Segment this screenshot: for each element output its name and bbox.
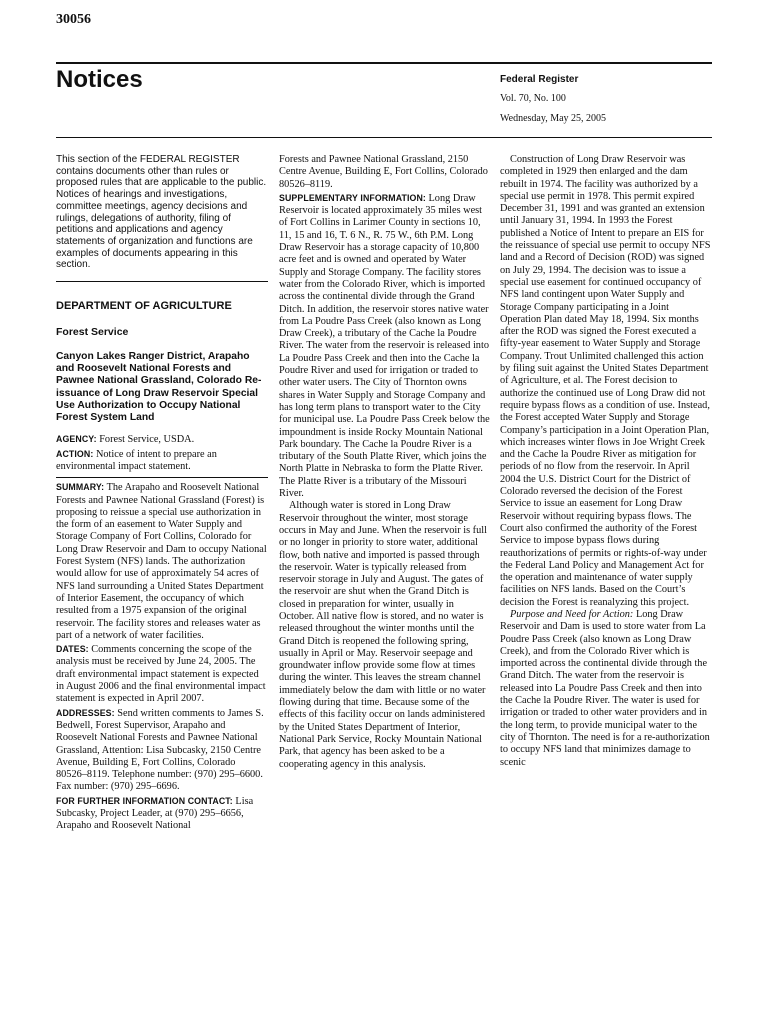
- supplementary-text: Long Draw Reservoir is located approximately 35 miles west of Fort Collins in Larimer County in sections 10, 11, 15 and 16, T. 6 N., R. 75 W., 6th P.M. Long Draw Reservoir has a storage capacity of 10,800 acre feet and is owned and operated by Water Supply and Storage Company. The facility stores water from the Colorado River, which is imported across the continental divide through the Grand Ditch. In addition, the reservoir stores native water from La Poudre Pass Creek (also known as Long Draw Creek), a tributary of the Cache la Poudre River. The water from the reservoir is released into La Poudre Pass Creek and then into the Cache la Poudre River and used for irrigation or traded to other water users. The City of Thornton owns shares in Water Supply and Storage Company and has long term plans to transport water to the City for municipal use. La Poudre Pass Creek below the impoundment is inside Rocky Mountain National Park boundary. The Cache la Poudre River is a tributary of the South Platte River, which joins the North Platte in Nebraska to form the Platte River. The Platte River is a tributary of the Missouri River.: [279, 192, 490, 500]
- column-2: [279, 154, 491, 771]
- addresses-label: ADDRESSES:: [56, 707, 115, 718]
- department-heading: DEPARTMENT OF AGRICULTURE: [56, 300, 232, 313]
- dates-label: DATES:: [56, 644, 89, 655]
- page-number: 30056: [56, 12, 91, 27]
- summary-paragraph: [56, 477, 268, 642]
- action-label: ACTION:: [56, 448, 94, 459]
- addresses-text: Send written comments to James S. Bedwell, Forest Supervisor, Arapaho and Roosevelt National Forests and Pawnee National Grassland, Attention: Lisa Subcasky, 2150 Centre Avenue, Building E, Fort Collins, Colorado 80526–8119. Telephone number: (970) 295–6600. Fax number: (970) 295–6696.: [56, 707, 264, 793]
- supplementary-paragraph: [279, 192, 491, 500]
- notice-title: Canyon Lakes Ranger District, Arapaho and Roosevelt National Forests and Pawnee National Grassland, Colorado Re-issuance of Long Draw Reservoir Special Use Authorization to Occupy National Forest System Land: [56, 350, 262, 424]
- addresses-paragraph: [56, 707, 268, 794]
- purpose-paragraph: [500, 609, 712, 769]
- section-title: Notices: [56, 66, 143, 93]
- supplementary-label: SUPPLEMENTARY INFORMATION:: [279, 192, 426, 203]
- contact-continuation: Forests and Pawnee National Grassland, 2150 Centre Avenue, Building E, Fort Collins, Colorado 80526–8119.: [279, 154, 488, 190]
- storage-paragraph: Although water is stored in Long Draw Reservoir throughout the winter, most storage occurs in May and June. When the reservoir is full or no longer in priority to store water, additional flow, both native and imported is passed through the reservoir. Water is typically released from reservoir storage in July and August. The gates of the reservoir are shut when the Grand Ditch is closed in preparation for winter, usually in October. All native flow is stored, and no water is released throughout the winter months until the Grand Ditch is reopened the following spring, usually in April or May. Reservoir seepage and groundwater inflow provide some flow at times during the winter. This leaves the stream channel immediately below the dam with little or no water flowing during that time. Because some of the effects of this facility occur on lands administered by the United States Department of Interior, National Park Service, Rocky Mountain National Park, that agency has been asked to be a cooperating agency in this analysis.: [279, 500, 487, 770]
- summary-text: The Arapaho and Roosevelt National Forests and Pawnee National Grassland (Forest) is proposing to reissue a special use authorization in the form of an easement to Water Supply and Storage Company of Fort Collins, Colorado for Long Draw Reservoir and Dam to occupy National Forest System (NFS) lands. The authorization would allow for use of approximately 54 acres of NFS land surrounding a United States Department of Interior Easement, the occupancy of which resulted from a 1975 expansion of the original reservoir. The facility stores and releases water as part of a network of water facilities.: [56, 482, 267, 641]
- header-rule: [56, 62, 712, 64]
- dates-text: Comments concerning the scope of the analysis must be received by June 24, 2005. The draft environmental impact statement is expected in August 2006 and the final environmental impact statement is expected in April 2007.: [56, 644, 266, 705]
- summary-label: SUMMARY:: [56, 482, 105, 493]
- agency-heading: Forest Service: [56, 326, 129, 339]
- publication-date: Wednesday, May 25, 2005: [500, 113, 607, 124]
- column-3: [500, 154, 712, 769]
- contact-text: Lisa Subcasky, Project Leader, at (970) 295–6656, Arapaho and Roosevelt National: [56, 795, 254, 832]
- purpose-label: Purpose and Need for Action:: [510, 608, 634, 620]
- history-paragraph: Construction of Long Draw Reservoir was completed in 1929 then enlarged and the dam rebuilt in 1974. The facility was authorized by a special use permit in 1978. This permit expired December 31, 1991 and was granted an extension until January 31, 1994. In 1993 the Forest published a Notice of Intent to prepare an EIS for the reissuance of special use permit to occupy NFS land and a Record of Decision (ROD) was signed on July 29, 1994. The decision was to issue a special use easement for continued occupancy of NFS land contingent upon Water Supply and Storage Company participating in a Joint Operation Plan dated May 18, 1994. Six months after the ROD was signed the Forest executed a fifty-year easement to Water Supply and Storage Company. Trout Unlimited challenged this action by filing suit against the United States Department of Agriculture, et al. The Forest decision to authorize the continued use of Long Draw did not require bypass flows as a condition of use. Instead, the Forest accepted Water Supply and Storage Company’s participation in a Joint Operation Plan, which increases winter flows in Joe Wright Creek and the Cache la Poudre River as mitigation for periods of no flow from the reservoir. In April 2004 the U.S. District Court for the District of Colorado reversed the decision of the Forest Service to issue an easement for Long Draw Reservoir without requiring bypass flows. The Court also confirmed the authority of the Forest Service to impose bypass flows during reauthorizations of permits or rights-of-way under the Federal Land Policy and Management Act for the operation and maintenance of water supply facilities on NFS lands. Based on the Court’s decision the Forest is reanalyzing this project.: [500, 154, 711, 608]
- purpose-text: Long Draw Reservoir and Dam is used to store water from La Poudre Pass Creek (also known as Long Draw Creek), and from the Colorado River which is imported across the continental divide through the Grand Ditch. The water from the reservoir is released into La Poudre Pass Creek and then into the Cache la Poudre River. The water is used for irrigation or traded to other water providers and in the long term, to provide municipal water to the city of Thornton. The need is for a re-authorization to occupy NFS land that minimizes damage to scenic: [500, 608, 710, 768]
- section-intro: This section of the FEDERAL REGISTER contains documents other than rules or proposed rules that are applicable to the public. Notices of hearings and investigations, committee meetings, agency decisions and rulings, delegations of authority, filing of petitions and applications and agency statements of organization and functions are examples of documents appearing in this section.: [56, 154, 268, 282]
- contact-label: FOR FURTHER INFORMATION CONTACT:: [56, 795, 233, 806]
- column-1: [56, 154, 268, 833]
- action-paragraph: [56, 448, 268, 474]
- action-text: Notice of intent to prepare an environmental impact statement.: [56, 448, 217, 472]
- dates-paragraph: [56, 643, 268, 705]
- section-rule: [56, 137, 712, 138]
- agency-label: AGENCY:: [56, 434, 97, 445]
- volume-number: Vol. 70, No. 100: [500, 93, 566, 104]
- publication-block: [500, 72, 606, 126]
- agency-paragraph: [56, 433, 268, 446]
- publication-name: Federal Register: [500, 74, 579, 85]
- agency-text: Forest Service, USDA.: [99, 434, 195, 446]
- contact-paragraph: [56, 795, 268, 833]
